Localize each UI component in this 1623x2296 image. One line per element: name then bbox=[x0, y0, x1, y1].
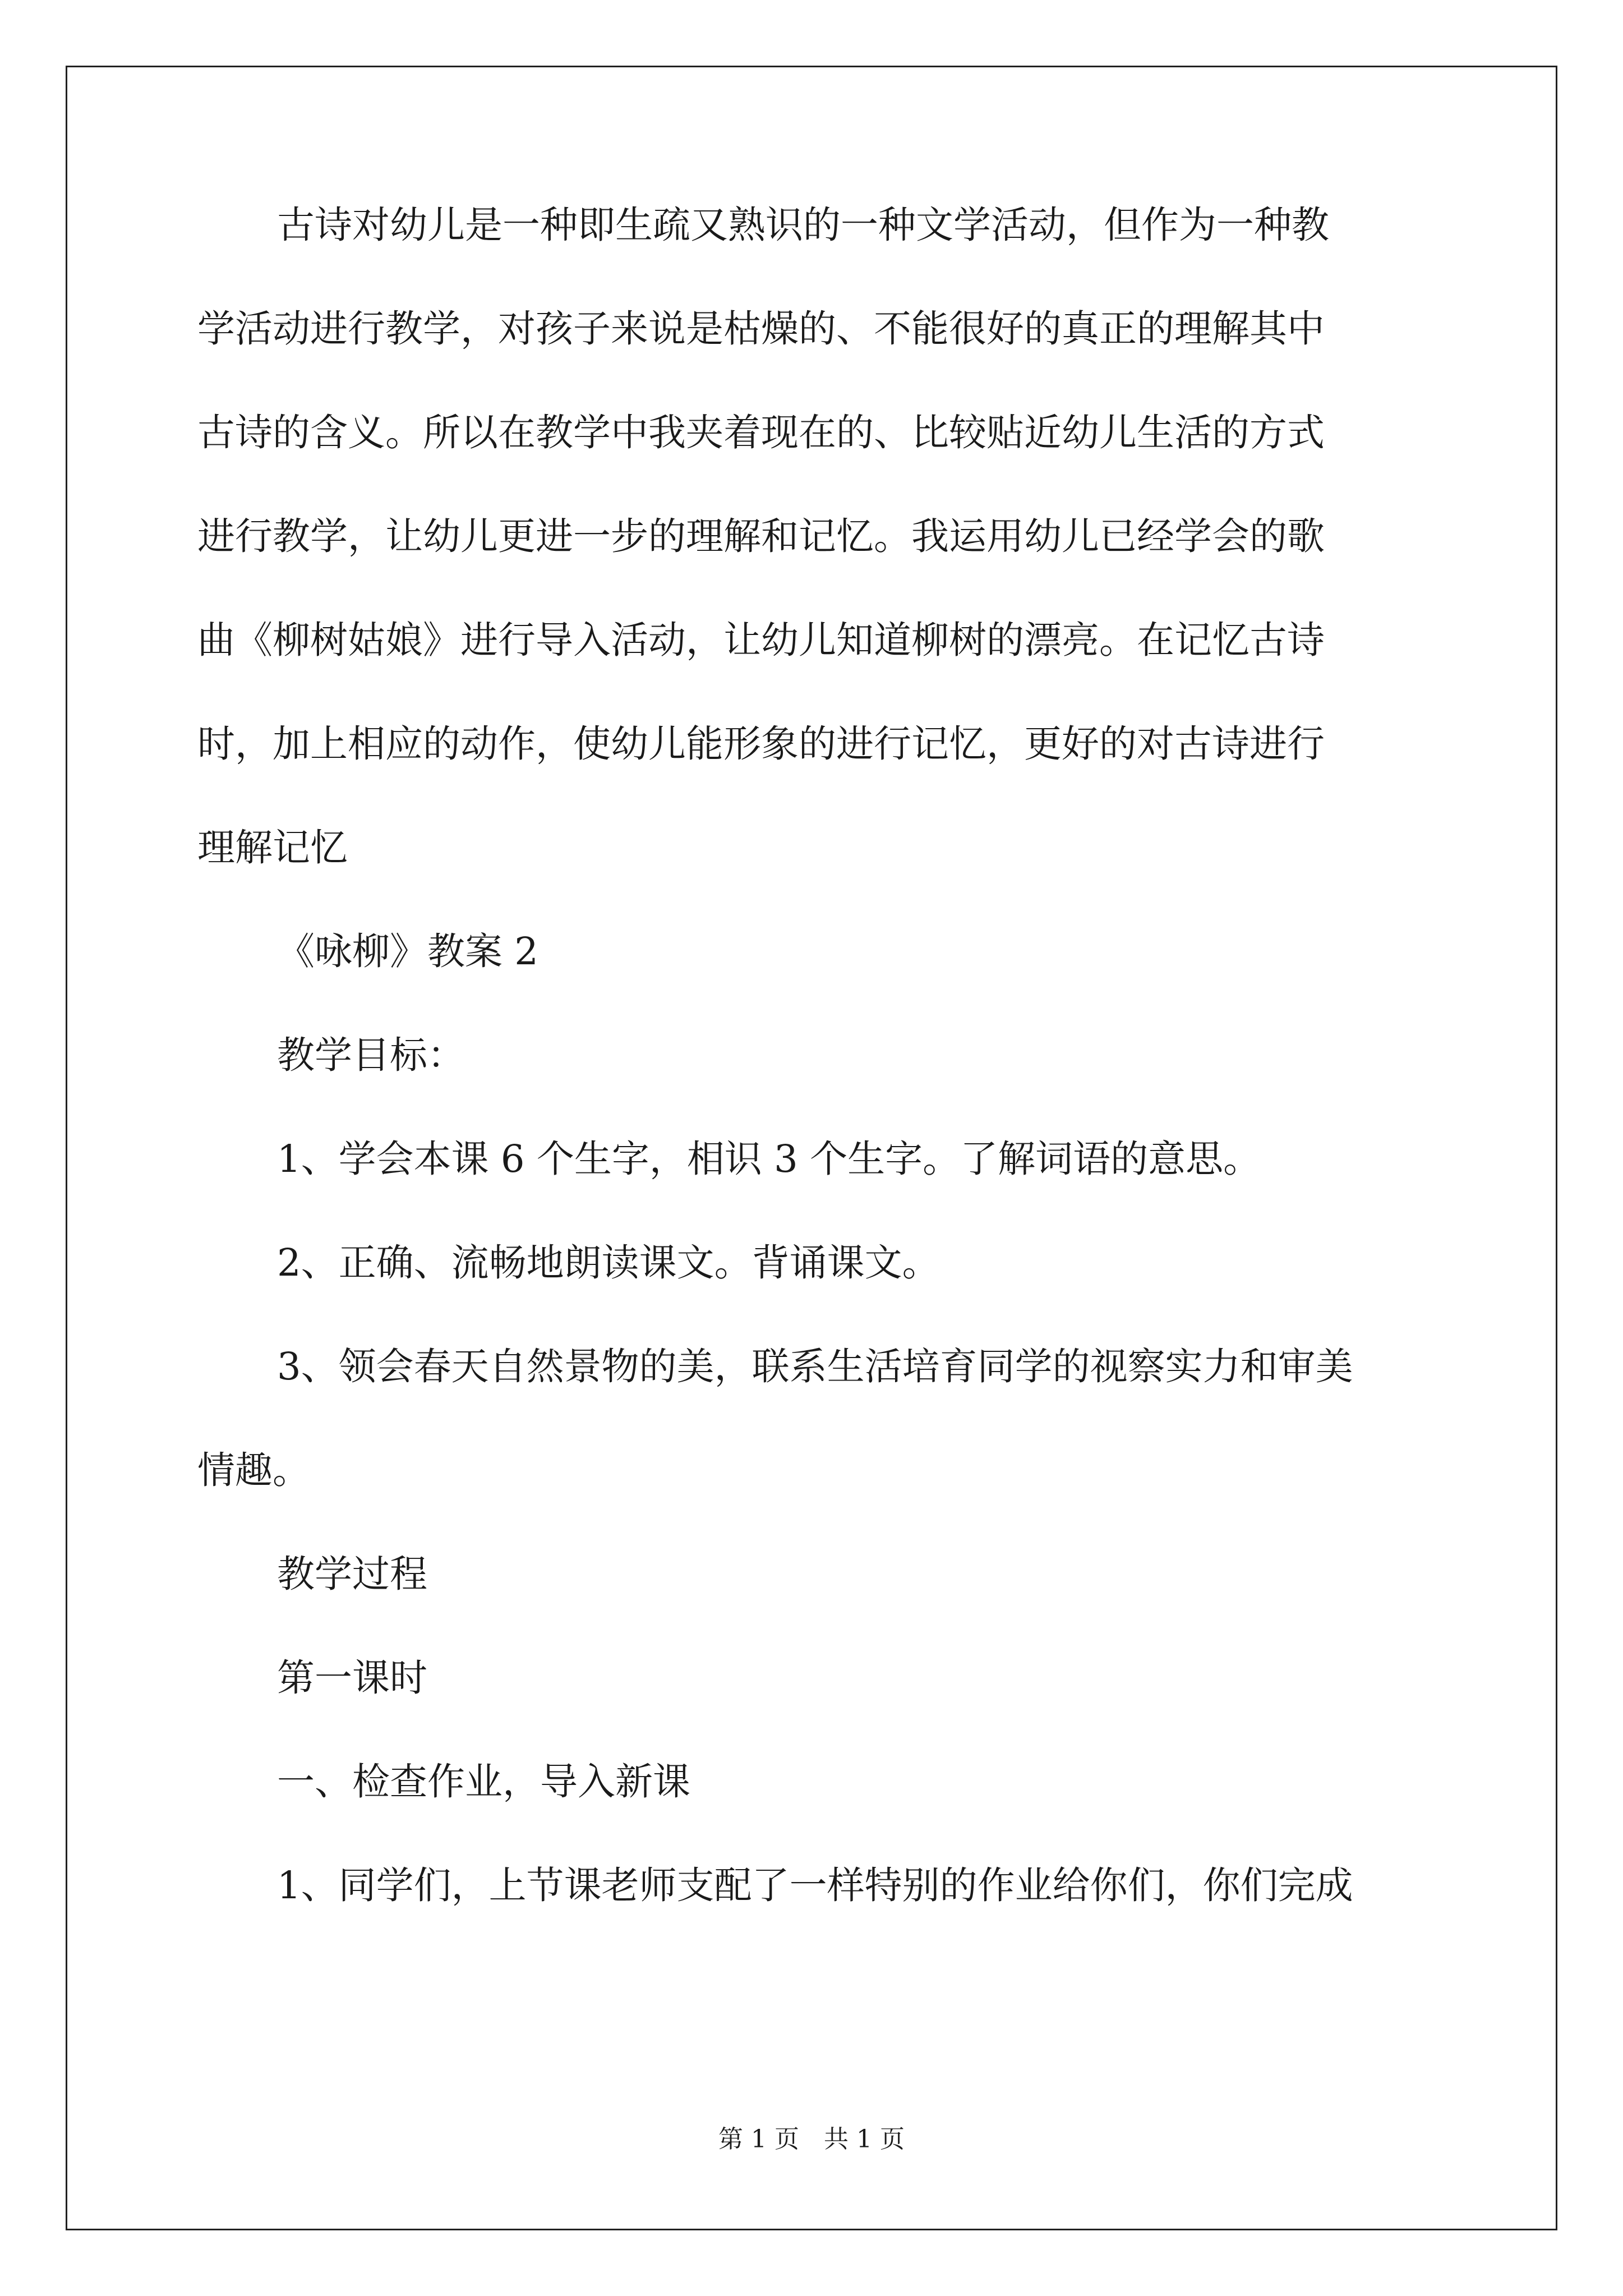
paragraph-line: 进行教学，让幼儿更进一步的理解和记忆。我运用幼儿已经学会的歌 bbox=[197, 514, 1325, 558]
paragraph-line: 曲《柳树姑娘》进行导入活动，让幼儿知道柳树的漂亮。在记忆古诗 bbox=[197, 618, 1325, 662]
paragraph-line: 学活动进行教学，对孩子来说是枯燥的、不能很好的真正的理解其中 bbox=[197, 307, 1325, 351]
paragraph-line: 古诗对幼儿是一种即生疏又熟识的一种文学活动，但作为一种教 bbox=[277, 203, 1329, 247]
heading-objectives: 教学目标： bbox=[277, 1033, 465, 1077]
paragraph-line: 理解记忆 bbox=[197, 826, 348, 869]
list-item: 3、领会春天自然景物的美，联系生活培育同学的视察实力和审美 bbox=[277, 1345, 1353, 1388]
page-footer: 第 1 页 共 1 页 bbox=[718, 2125, 905, 2154]
section-title: 《咏柳》教案 2 bbox=[277, 930, 538, 973]
heading-step: 一、检查作业，导入新课 bbox=[277, 1760, 690, 1803]
paragraph-line: 时，加上相应的动作，使幼儿能形象的进行记忆，更好的对古诗进行 bbox=[197, 722, 1325, 766]
paragraph-line: 情趣。 bbox=[197, 1448, 310, 1492]
list-item: 1、同学们，上节课老师支配了一样特别的作业给你们，你们完成 bbox=[277, 1864, 1353, 1907]
list-item: 2、正确、流畅地朗读课文。背诵课文。 bbox=[277, 1241, 940, 1285]
heading-process: 教学过程 bbox=[277, 1552, 427, 1596]
heading-lesson: 第一课时 bbox=[277, 1656, 427, 1700]
list-item: 1、学会本课 6 个生字，相识 3 个生字。了解词语的意思。 bbox=[277, 1137, 1261, 1181]
paragraph-line: 古诗的含义。所以在教学中我夹着现在的、比较贴近幼儿生活的方式 bbox=[197, 411, 1325, 454]
